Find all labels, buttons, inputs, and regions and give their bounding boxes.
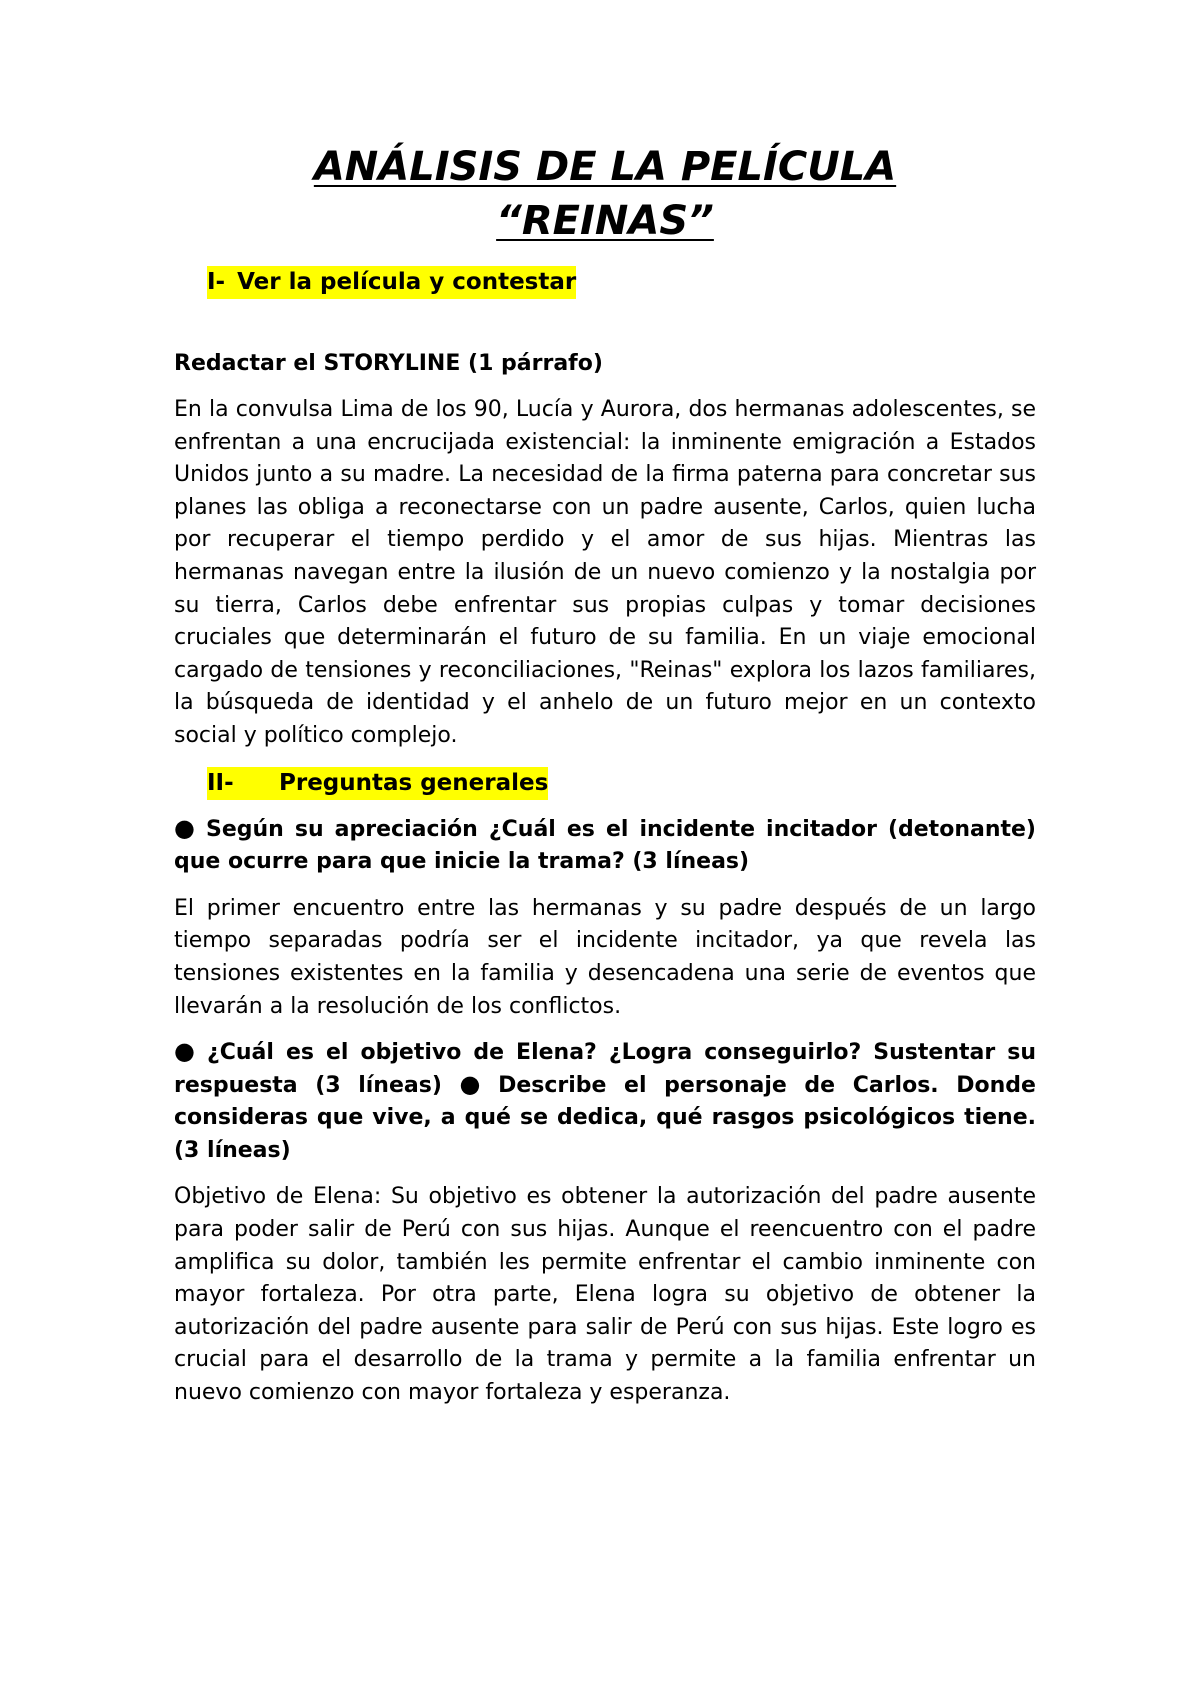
storyline-heading: Redactar el STORYLINE (1 párrafo): [174, 351, 603, 376]
section-heading-1: [207, 266, 1036, 299]
question-2a-text: ¿Cuál es el objetivo de Elena? ¿Logra conseguirlo? Sustentar su respuesta (3 líneas): [174, 1040, 1036, 1098]
bullet-icon: ●: [459, 1069, 481, 1098]
document-title: [174, 140, 1036, 248]
title-line-2: “REINAS”: [496, 198, 714, 244]
question-1: [174, 814, 1036, 879]
question-2: [174, 1037, 1036, 1167]
section-2-label: Preguntas generales: [279, 769, 549, 796]
question-1-text: Según su apreciación ¿Cuál es el incidente incitador (detonante) que ocurre para que inicie la trama? (3 líneas): [174, 816, 1036, 875]
title-line-1: ANÁLISIS DE LA PELÍCULA: [313, 144, 897, 190]
section-2-number: II-: [207, 769, 234, 796]
bullet-icon: ●: [174, 813, 195, 842]
section-1-highlight: [207, 266, 576, 299]
section-2-highlight: [207, 767, 548, 800]
section-1-label: Ver la película y contestar: [237, 269, 577, 295]
answer-1-paragraph: El primer encuentro entre las hermanas y su padre después de un largo tiempo separadas podría ser el incidente incitador, ya que revela las tensiones existentes en la familia y desencadena una serie de eventos que llevarán a la resolución de los conflictos.: [174, 895, 1036, 1019]
section-heading-2: [207, 767, 1036, 800]
answer-2-paragraph: Objetivo de Elena: Su objetivo es obtener la autorización del padre ausente para poder salir de Perú con sus hijas. Aunque el reencuentro con el padre amplifica su dolor, también les permite enfrentar el cambio inminente con mayor fortaleza. Por otra parte, Elena logra su objetivo de obtener la autorización del padre ausente para salir de Perú con sus hijas. Este logro es crucial para el desarrollo de la trama y permite a la familia enfrentar un nuevo comienzo con mayor fortaleza y esperanza.: [174, 1184, 1036, 1406]
section-1-number: I-: [207, 269, 226, 295]
bullet-icon: ●: [174, 1037, 195, 1066]
question-2b-text: Describe el personaje de Carlos. Donde consideras que vive, a qué se dedica, qué rasgos psicológicos tiene. (3 líneas): [174, 1072, 1036, 1163]
document-page: [174, 140, 1036, 1410]
storyline-paragraph: En la convulsa Lima de los 90, Lucía y Aurora, dos hermanas adolescentes, se enfrentan a una encrucijada existencial: la inminente emigración a Estados Unidos junto a su madre. La necesidad de la firma paterna para concretar sus planes las obliga a reconectarse con un padre ausente, Carlos, quien lucha por recuperar el tiempo perdido y el amor de sus hijas. Mientras las hermanas navegan entre la ilusión de un nuevo comienzo y la nostalgia por su tierra, Carlos debe enfrentar sus propias culpas y tomar decisiones cruciales que determinarán el futuro de su familia. En un viaje emocional cargado de tensiones y reconciliaciones, "Reinas" explora los lazos familiares, la búsqueda de identidad y el anhelo de un futuro mejor en un contexto social y político complejo.: [174, 397, 1036, 748]
